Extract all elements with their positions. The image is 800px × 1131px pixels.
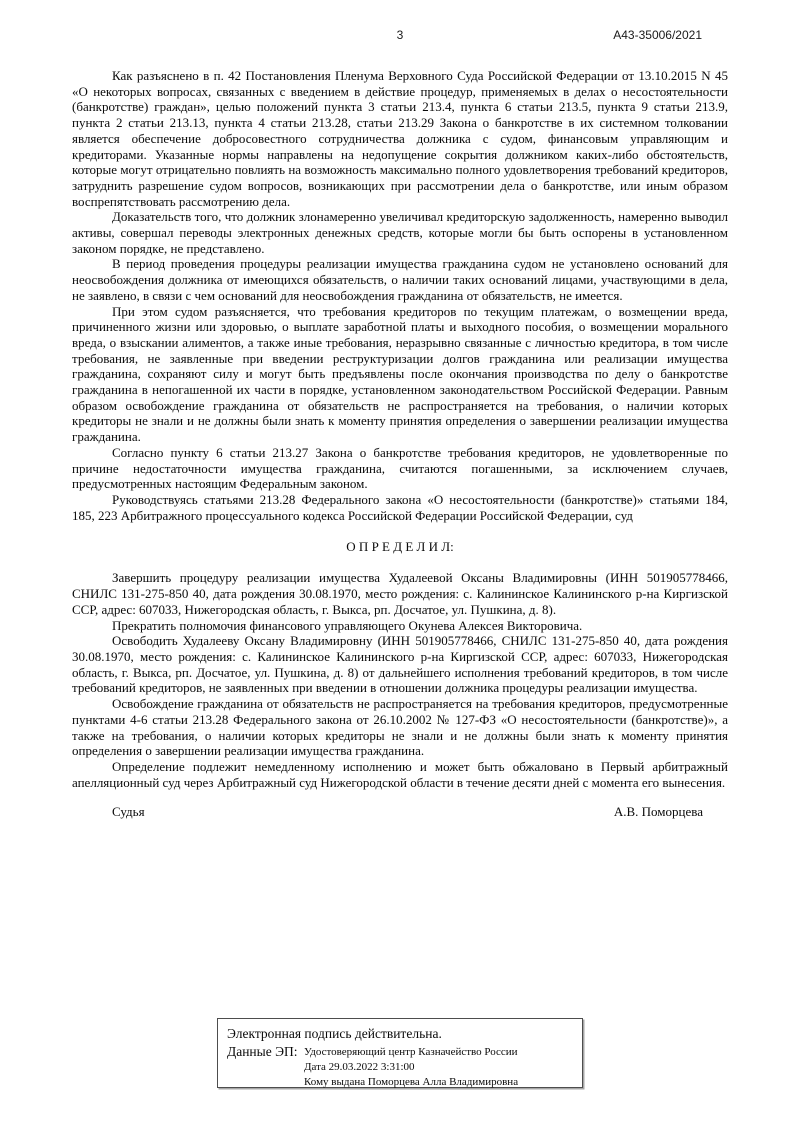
resolution-paragraph: Прекратить полномочия финансового управляющего Окунева Алексея Викторовича. [112,617,583,633]
judge-name: А.В. Поморцева [613,804,703,820]
document-body [72,68,728,820]
resolution-paragraph: Освободить Худалееву Оксану Владимировну (ИНН 501905778466, СНИЛС 131-275-850 40, дата рождения 30.08.1970, место рождения: с. Калининское Калининского р-на Киргизской ССР, адрес: 607033, Нижегородская область, г. Выкса, рп. Досчатое, ул. Пушкина, д. 8) от дальнейшего исполнения требований кредиторов, в том числе требований кредиторов, не заявленных при введении в отношении должника процедуры реализации имущества. [72,633,728,696]
body-paragraph: При этом судом разъясняется, что требования кредиторов по текущим платежам, о возмещении вреда, причиненного жизни или здоровью, о выплате заработной платы и выходного пособия, о возмещении морального вреда, о взыскании алиментов, а также иные требования, неразрывно связанные с личностью кредитора, в том числе требования, не заявленные при введении реструктуризации долгов гражданина или реализации имущества гражданина, сохраняют силу и могут быть предъявлены после окончания производства по делу о банкротстве гражданина в непогашенной их части в порядке, установленном законодательством Российской Федерации. Равным образом освобождение гражданина от обязательств не распространяется на требования, о наличии которых кредиторы не знали и не должны были знать к моменту принятия определения о завершении реализации имущества гражданина. [72,303,728,445]
resolution-heading: О П Р Е Д Е Л И Л: [346,539,454,555]
body-paragraph: Согласно пункту 6 статьи 213.27 Закона о банкротстве требования кредиторов, не удовлетворенные по причине недостаточности имущества гражданина, считаются погашенными, за исключением случаев, предусмотренных настоящим Федеральным законом. [72,444,728,492]
resolution-paragraph: Определение подлежит немедленному исполнению и может быть обжаловано в Первый арбитражный апелляционный суд через Арбитражный суд Нижегородской области в течение десяти дней с момента его вынесения. [72,758,728,790]
body-paragraph: Доказательств того, что должник злонамеренно увеличивал кредиторскую задолженность, намеренно выводил активы, совершал переводы электронных денежных средств, которые могли бы быть оспорены в установленном законом порядке, не представлено. [72,209,728,256]
body-paragraph: В период проведения процедуры реализации имущества гражданина судом не установлено оснований для неосвобождения должника от имеющихся обязательств, о наличии таких оснований лицами, участвующими в дела, не заявлено, в связи с чем оснований для неосвобождения гражданина от обязательств, не имеется. [72,256,728,303]
resolution-paragraph: Завершить процедуру реализации имущества Худалеевой Оксаны Владимировны (ИНН 501905778466, СНИЛС 131-275-850 40, дата рождения 30.08.1970, место рождения: с. Калининское Калининского р-на Киргизской ССР, адрес: 607033, Нижегородская область, г. Выкса, рп. Досчатое, ул. Пушкина, д. 8). [72,570,728,617]
body-paragraph: Как разъяснено в п. 42 Постановления Пленума Верховного Суда Российской Федерации от 13.10.2015 N 45 «О некоторых вопросах, связанных с введением в действие процедур, применяемых в делах о несостоятельности (банкротстве) граждан», целью положений пункта 3 статьи 213.4, пункта 6 статьи 213.5, пункта 9 статьи 213.9, пункта 2 статьи 213.13, пункта 4 статьи 213.28, статьи 213.29 Закона о банкротстве в их системном толковании является обеспечение добросовестного сотрудничества должника с судом, финансовым управляющим и кредиторами. Указанные нормы направлены на недопущение сокрытия должником каких-либо обстоятельств, которые могут отрицательно повлиять на возможность максимально полного удовлетворения требований кредиторов, затруднить разрешение судом вопросов, возникающих при рассмотрении дела о банкротстве, или иным образом воспрепятствовать рассмотрению дела. [72,68,728,209]
judge-role-label: Судья [112,804,145,820]
esign-detail-line: Удостоверяющий центр Казначейство России [304,1046,518,1058]
case-number: А43-35006/2021 [613,28,702,42]
page-number: 3 [396,28,404,42]
esign-data-label: Данные ЭП: [227,1044,298,1059]
page-header [72,28,728,44]
esign-details [304,1044,518,1090]
esign-data-row [218,1044,582,1090]
esign-stamp [217,1018,583,1088]
body-paragraph: Руководствуясь статьями 213.28 Федерального закона «О несостоятельности (банкротстве)» статьями 184, 185, 223 Арбитражного процессуального кодекса Российской Федерации Российской Федерации, суд [72,491,728,523]
esign-detail-line: Дата 29.03.2022 3:31:00 [304,1061,415,1073]
resolution-paragraph: Освобождение гражданина от обязательств не распространяется на требования кредиторов, предусмотренные пунктами 4-6 статьи 213.28 Федерального закона от 26.10.2002 № 127-ФЗ «О несостоятельности (банкротстве)», а также на требования, о наличии которых кредиторы не знали и не должны были знать к моменту принятия определения о завершении реализации имущества гражданина. [72,696,728,759]
esign-detail-line: Кому выдана Поморцева Алла Владимировна [304,1076,519,1088]
signature-row [72,804,728,820]
esign-validity-text: Электронная подпись действительна. [227,1026,442,1041]
